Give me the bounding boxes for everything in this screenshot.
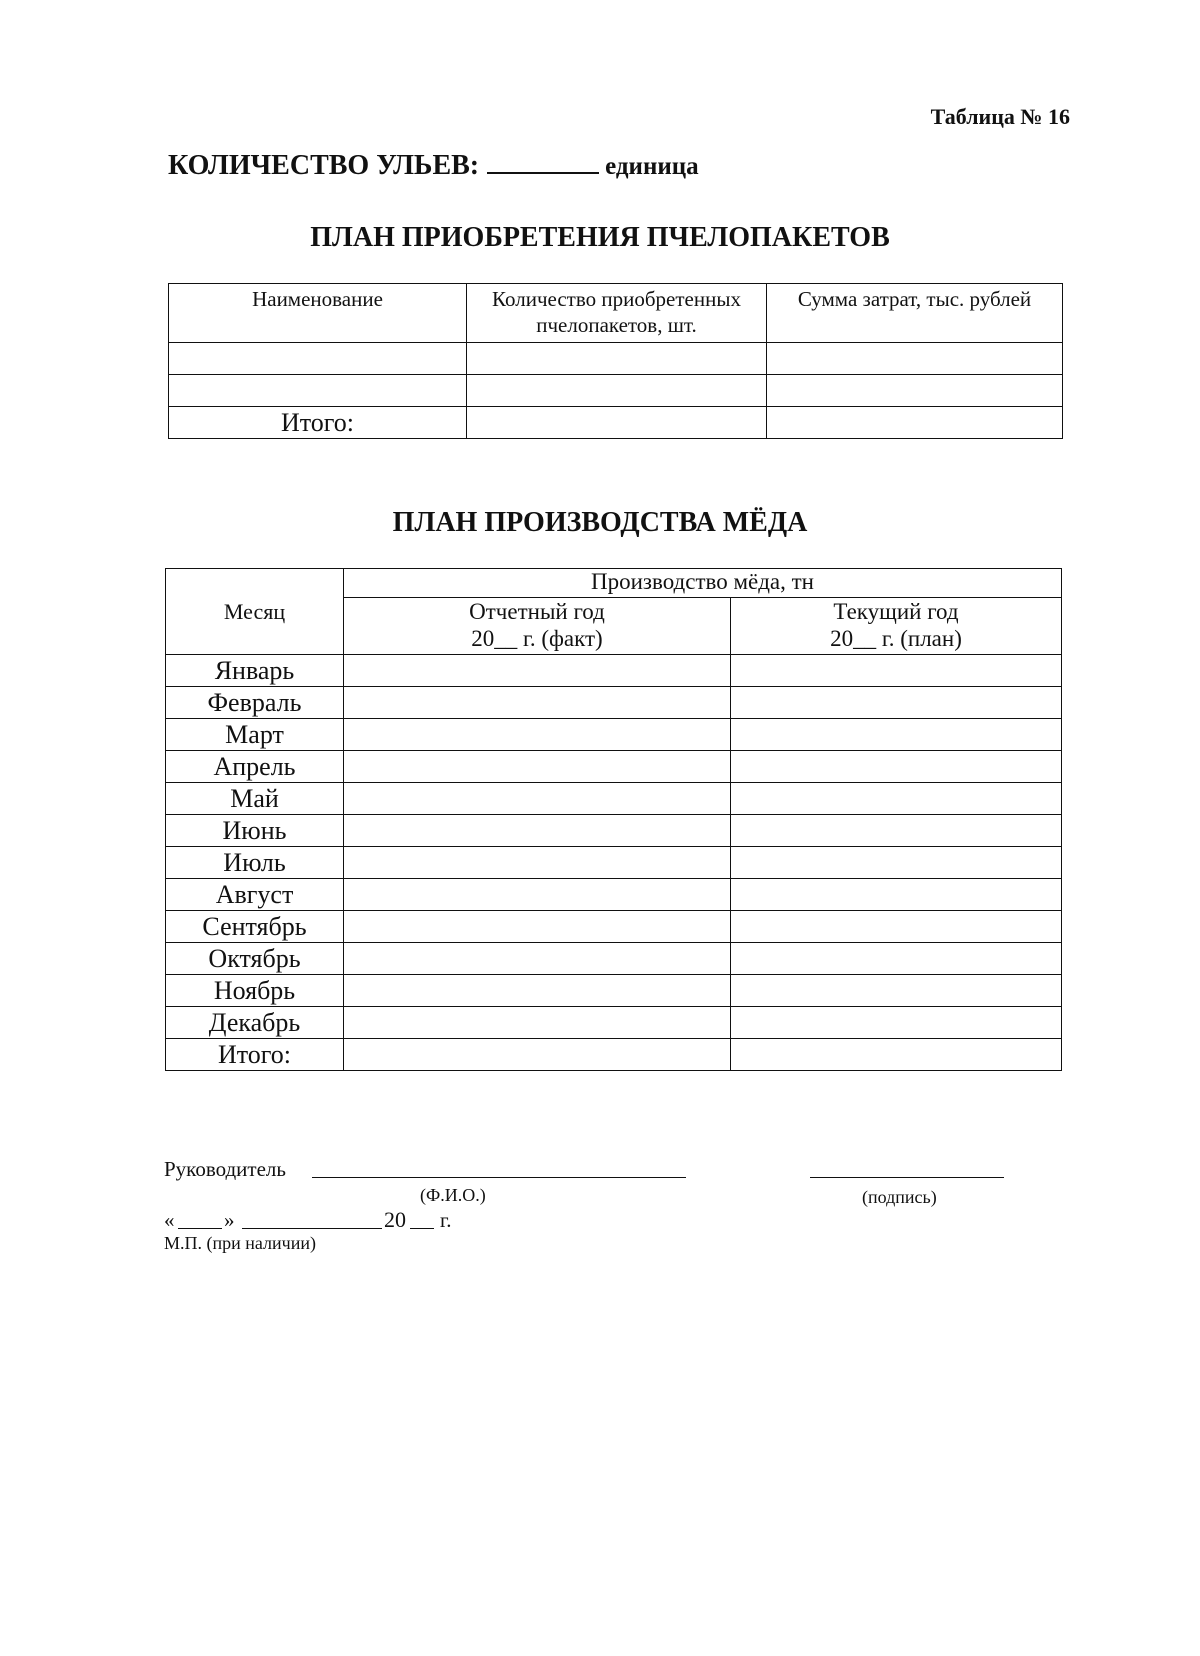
current-year-label: Текущий год [833, 599, 959, 624]
reported-cell[interactable] [344, 783, 731, 815]
reported-cell[interactable] [344, 943, 731, 975]
reported-cell[interactable] [344, 975, 731, 1007]
table-row [166, 1007, 1062, 1039]
month-label: Октябрь [166, 943, 344, 975]
table-row [166, 751, 1062, 783]
hives-count-label: КОЛИЧЕСТВО УЛЬЕВ: [168, 150, 480, 181]
packages-plan-title: ПЛАН ПРИОБРЕТЕНИЯ ПЧЕЛОПАКЕТОВ [310, 222, 890, 253]
reported-year-sub: 20__ г. (факт) [471, 626, 603, 651]
col-month-header: Месяц [166, 569, 344, 655]
table-row [166, 815, 1062, 847]
col-current-year-header [731, 598, 1062, 655]
table-row [166, 783, 1062, 815]
date-year-line[interactable] [410, 1228, 434, 1229]
month-label: Июнь [166, 815, 344, 847]
signature-caption: (подпись) [862, 1187, 937, 1207]
total-reported-cell[interactable] [344, 1039, 731, 1071]
date-day-line[interactable] [178, 1228, 222, 1229]
table-row [169, 375, 1063, 407]
col-quantity-header: Количество приобретенных пчелопакетов, шт. [467, 284, 767, 343]
reported-cell[interactable] [344, 1007, 731, 1039]
table-row [166, 879, 1062, 911]
current-year-sub: 20__ г. (план) [830, 626, 962, 651]
col-reported-year-header [344, 598, 731, 655]
quantity-cell[interactable] [467, 343, 767, 375]
total-quantity-cell[interactable] [467, 407, 767, 439]
reported-cell[interactable] [344, 687, 731, 719]
fio-line[interactable] [312, 1177, 686, 1178]
table-row [166, 911, 1062, 943]
table-row [166, 719, 1062, 751]
col-name-header: Наименование [169, 284, 467, 343]
table-row [166, 943, 1062, 975]
table-row [166, 975, 1062, 1007]
current-cell[interactable] [731, 719, 1062, 751]
total-label: Итого: [166, 1039, 344, 1071]
cost-cell[interactable] [767, 343, 1063, 375]
col-production-header: Производство мёда, тн [344, 569, 1062, 598]
honey-plan-table [165, 568, 1062, 1071]
current-cell[interactable] [731, 879, 1062, 911]
table-row [166, 687, 1062, 719]
honey-plan-title: ПЛАН ПРОИЗВОДСТВА МЁДА [392, 507, 808, 538]
cost-cell[interactable] [767, 375, 1063, 407]
reported-cell[interactable] [344, 815, 731, 847]
current-cell[interactable] [731, 783, 1062, 815]
month-label: Июль [166, 847, 344, 879]
month-label: Март [166, 719, 344, 751]
date-month-line[interactable] [242, 1228, 382, 1229]
total-current-cell[interactable] [731, 1039, 1062, 1071]
reported-cell[interactable] [344, 655, 731, 687]
current-cell[interactable] [731, 687, 1062, 719]
signature-line[interactable] [810, 1177, 1004, 1178]
table-number: Таблица № 16 [930, 104, 1070, 129]
current-cell[interactable] [731, 911, 1062, 943]
month-label: Апрель [166, 751, 344, 783]
month-label: Ноябрь [166, 975, 344, 1007]
quantity-cell[interactable] [467, 375, 767, 407]
head-label: Руководитель [164, 1157, 286, 1181]
current-cell[interactable] [731, 1007, 1062, 1039]
month-label: Февраль [166, 687, 344, 719]
hives-count-line [168, 150, 699, 182]
total-row [166, 1039, 1062, 1071]
current-cell[interactable] [731, 751, 1062, 783]
date-year-suffix: г. [440, 1208, 452, 1232]
date-open-quote: « [164, 1208, 175, 1232]
current-cell[interactable] [731, 847, 1062, 879]
reported-year-label: Отчетный год [469, 599, 605, 624]
month-label: Май [166, 783, 344, 815]
reported-cell[interactable] [344, 911, 731, 943]
table-row [166, 655, 1062, 687]
reported-cell[interactable] [344, 751, 731, 783]
stamp-label: М.П. (при наличии) [164, 1233, 316, 1253]
table-row [166, 847, 1062, 879]
date-close-quote: » [224, 1208, 235, 1232]
table-row [169, 343, 1063, 375]
current-cell[interactable] [731, 815, 1062, 847]
hives-count-unit: единица [605, 153, 699, 180]
col-cost-header: Сумма затрат, тыс. рублей [767, 284, 1063, 343]
packages-plan-table [168, 283, 1063, 439]
current-cell[interactable] [731, 943, 1062, 975]
total-row [169, 407, 1063, 439]
month-label: Декабрь [166, 1007, 344, 1039]
date-year-prefix: 20 [384, 1207, 406, 1232]
total-cost-cell[interactable] [767, 407, 1063, 439]
fio-caption: (Ф.И.О.) [420, 1185, 486, 1205]
total-label: Итого: [169, 407, 467, 439]
reported-cell[interactable] [344, 719, 731, 751]
reported-cell[interactable] [344, 879, 731, 911]
name-cell[interactable] [169, 343, 467, 375]
reported-cell[interactable] [344, 847, 731, 879]
current-cell[interactable] [731, 655, 1062, 687]
current-cell[interactable] [731, 975, 1062, 1007]
month-label: Январь [166, 655, 344, 687]
month-label: Август [166, 879, 344, 911]
hives-count-blank[interactable] [487, 150, 599, 174]
month-label: Сентябрь [166, 911, 344, 943]
name-cell[interactable] [169, 375, 467, 407]
